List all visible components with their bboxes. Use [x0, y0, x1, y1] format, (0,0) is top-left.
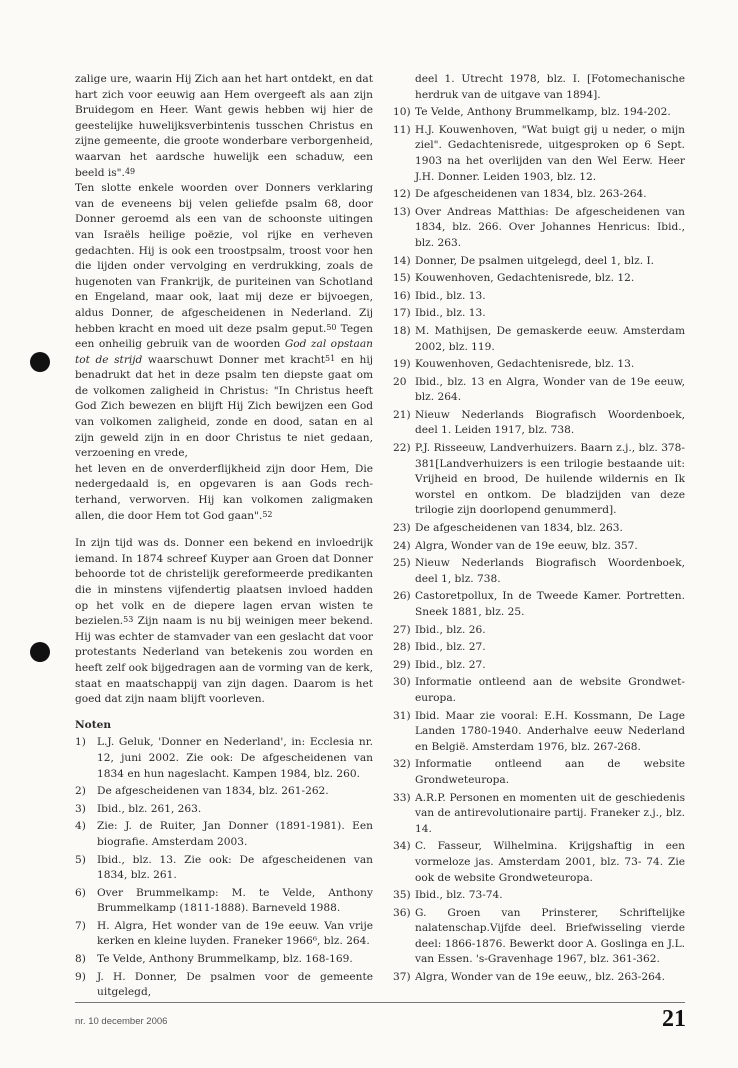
note-item: 4) Zie: J. de Ruiter, Jan Donner (1891-1981). Een biografie. Amsterdam 2003.	[75, 820, 373, 848]
note-item: 15) Kouwenhoven, Gedachtenisrede, blz. 12.	[393, 272, 635, 285]
note-item: 28) Ibid., blz. 27.	[393, 641, 486, 654]
note-item: 35) Ibid., blz. 73-74.	[393, 889, 503, 902]
notes-list-right	[393, 72, 685, 986]
footer-issue: nr. 10 december 2006	[75, 1016, 168, 1027]
note-item: 36) G. Groen van Prinsterer, Schriftelijke nalatenschap.Vijfde deel. Briefwisseling vierde deel: 1866-1876. Bewerkt door A. Goslinga en J.L. van Essen. 's-Gravenhage 1967, blz. 361-362.	[393, 906, 685, 966]
note-item: 12) De afgescheidenen van 1834, blz. 263-264.	[393, 188, 647, 201]
note-item: 2) De afgescheidenen van 1834, blz. 261-262.	[75, 785, 329, 798]
note-item: 22) P.J. Risseeuw, Landverhuizers. Baarn z.j., blz. 378-381[Landverhuizers is een trilogie bestaande uit: Vrijheid en brood, De huilende wildernis en Ik worstel en ontkom. De bladzijden van deze trilogie zijn doorlopend genummerd].	[393, 442, 685, 517]
paragraph: Ten slotte enkele woorden over Donners verklaring van de eveneens bij velen geliefde psalm 68, door Donner geroemd als een van de schoonste uitingen van Israëls heilige poëzie, vol rijke en verheven gedachten. Hij is ook een troostpsalm, troost voor hen die lijden onder vervolging en verdrukking, zoals de hugenoten van Frankrijk, de puriteinen van Schotland en Engeland, maar ook, laat mij deze er bijvoegen, aldus Donner, de afgescheidenen in Nederland. Zij hebben kracht en moed uit deze psalm geput.$^{50}$ Tegen een onheilig gebruik van de woorden God zal opstaan tot de strijd waarschuwt Donner met kracht$^{51}$ en hij benadrukt dat het in deze psalm ten diepste gaat om de volkomen zaligheid in Christus: "In Christus heeft God Zich bewezen en blijft Hij Zich bewijzen een God van volkomen zaligheid, zonde en dood, satan en al zijn geweld zijn in en door Christus te niet gedaan, verzoening en vrede,	[75, 182, 374, 460]
note-item: 34) C. Fasseur, Wilhelmina. Krijgshaftig in een vormeloze jas. Amsterdam 2001, blz. 73- 74. Zie ook de website Grondweteuropa.	[393, 840, 685, 884]
note-item: 3) Ibid., blz. 261, 263.	[75, 802, 202, 815]
note-item: 31) Ibid. Maar zie vooral: E.H. Kossmann, De Lage Landen 1780-1940. Anderhalve eeuw Nederland en België. Amsterdam 1976, blz. 267-268.	[393, 709, 685, 753]
note-item: 7) H. Algra, Het wonder van de 19e eeuw. Van vrije kerken en kleine luyden. Franeker 1966⁶, blz. 264.	[75, 919, 373, 948]
note-item: 33) A.R.P. Personen en momenten uit de geschiedenis van de antirevolutionaire partij. Franeker z.j., blz. 14.	[393, 791, 685, 835]
note-item: 29) Ibid., blz. 27.	[393, 658, 486, 671]
note-item: 1) L.J. Geluk, 'Donner en Nederland', in: Ecclesia nr. 12, juni 2002. Zie ook: De afgescheidenen van 1834 en hun nageslacht. Kampen 1984, blz. 260.	[75, 736, 373, 780]
note-item: 37) Algra, Wonder van de 19e eeuw,, blz. 263-264.	[393, 971, 665, 984]
note-item: 5) Ibid., blz. 13. Zie ook: De afgescheidenen van 1834, blz. 261.	[75, 853, 373, 882]
footer-rule	[75, 1002, 685, 1003]
note-item: 10) Te Velde, Anthony Brummelkamp, blz. 194-202.	[393, 106, 671, 119]
note-item: 14) Donner, De psalmen uitgelegd, deel 1, blz. I.	[393, 254, 655, 267]
note-item: 18) M. Mathijsen, De gemaskerde eeuw. Amsterdam 2002, blz. 119.	[393, 324, 685, 353]
note-item: 19) Kouwenhoven, Gedachtenisrede, blz. 13.	[393, 358, 635, 371]
note-item: 9) J. H. Donner, De psalmen voor de gemeente uitgelegd,	[75, 970, 373, 999]
note-item: 21) Nieuw Nederlands Biografisch Woordenboek, deel 1. Leiden 1917, blz. 738.	[393, 408, 685, 437]
paragraph: het leven en de onverderflijkheid zijn door Hem, Die nedergedaald is, en opgevaren is aan Gods rechterhand, verworven. Hij kan volkomen zaligmaken allen, die door Hem tot God gaan".$^{52}$	[75, 462, 373, 522]
note-item: 24) Algra, Wonder van de 19e eeuw, blz. 357.	[393, 539, 638, 552]
note-item: 20 Ibid., blz. 13 en Algra, Wonder van de 19e eeuw, blz. 264.	[393, 375, 685, 404]
paragraph: In zijn tijd was ds. Donner een bekend en invloedrijk iemand. In 1874 schreef Kuyper aan Groen dat Donner behoorde tot de christelijk gereformeerde predikanten die in minstens vijfendertig plaatsen invloed hadden op het volk en de diepere lagen ervan wisten te bezielen.$^{53}$ Zijn naam is nu bij weinigen meer bekend. Hij was echter de stamvader van een geslacht dat voor protestants Nederland van betekenis zou worden en heeft zelf ook bijgedragen aan de vorming van de kerk, staat en maatschappij van zijn dagen. Daarom is het goed dat zijn naam blijft voorleven.	[75, 537, 373, 706]
right-column	[393, 72, 685, 988]
note-item: 27) Ibid., blz. 26.	[393, 623, 486, 636]
note-item: 25) Nieuw Nederlands Biografisch Woordenboek, deel 1, blz. 738.	[393, 557, 685, 585]
left-column	[75, 72, 373, 1003]
note-item: 13) Over Andreas Matthias: De afgescheidenen van 1834, blz. 266. Over Johannes Henricus: Ibid., blz. 263.	[393, 205, 685, 249]
note-item: 17) Ibid., blz. 13.	[393, 307, 486, 320]
note-item: 26) Castoretpollux, In de Tweede Kamer. Portretten. Sneek 1881, blz. 25.	[393, 590, 685, 618]
note-item: deel 1. Utrecht 1978, blz. I. [Fotomechanische herdruk van de uitgave van 1894].	[415, 73, 685, 101]
notes-heading: Noten	[75, 718, 112, 731]
notes-list-left	[75, 735, 373, 1001]
note-item: 30) Informatie ontleend aan de website Grondweteuropa.	[393, 676, 685, 704]
note-item: 16) Ibid., blz. 13.	[393, 289, 486, 302]
binder-hole-bottom	[30, 642, 50, 662]
note-item: 6) Over Brummelkamp: M. te Velde, Anthony Brummelkamp (1811-1888). Barneveld 1988.	[75, 886, 373, 915]
page-number: 21	[662, 1006, 686, 1032]
note-item: 23) De afgescheidenen van 1834, blz. 263.	[393, 522, 623, 535]
paragraph: zalige ure, waarin Hij Zich aan het hart ontdekt, en dat hart zich voor eeuwig aan Hem overgeeft als aan zijn Bruidegom en Heer. Want gewis hebben wij hier de geestelijke huwelijksverbintenis tusschen Christus en zijne gemeente, die groote wonderbare verborgenheid, waarvan het aardsche huwelijk een schaduw, een beeld is".$^{49}$	[75, 73, 373, 179]
note-item: 11) H.J. Kouwenhoven, "Wat buigt gij u neder, o mijn ziel". Gedachtenisrede, uitgesproken op 6 Sept. 1903 na het overlijden van den Wel Eerw. Heer J.H. Donner. Leiden 1903, blz. 12.	[393, 123, 685, 183]
note-item: 32) Informatie ontleend aan de website Grondweteuropa.	[393, 758, 685, 786]
note-item: 8) Te Velde, Anthony Brummelkamp, blz. 168-169.	[75, 953, 353, 966]
binder-hole-top	[30, 352, 50, 372]
